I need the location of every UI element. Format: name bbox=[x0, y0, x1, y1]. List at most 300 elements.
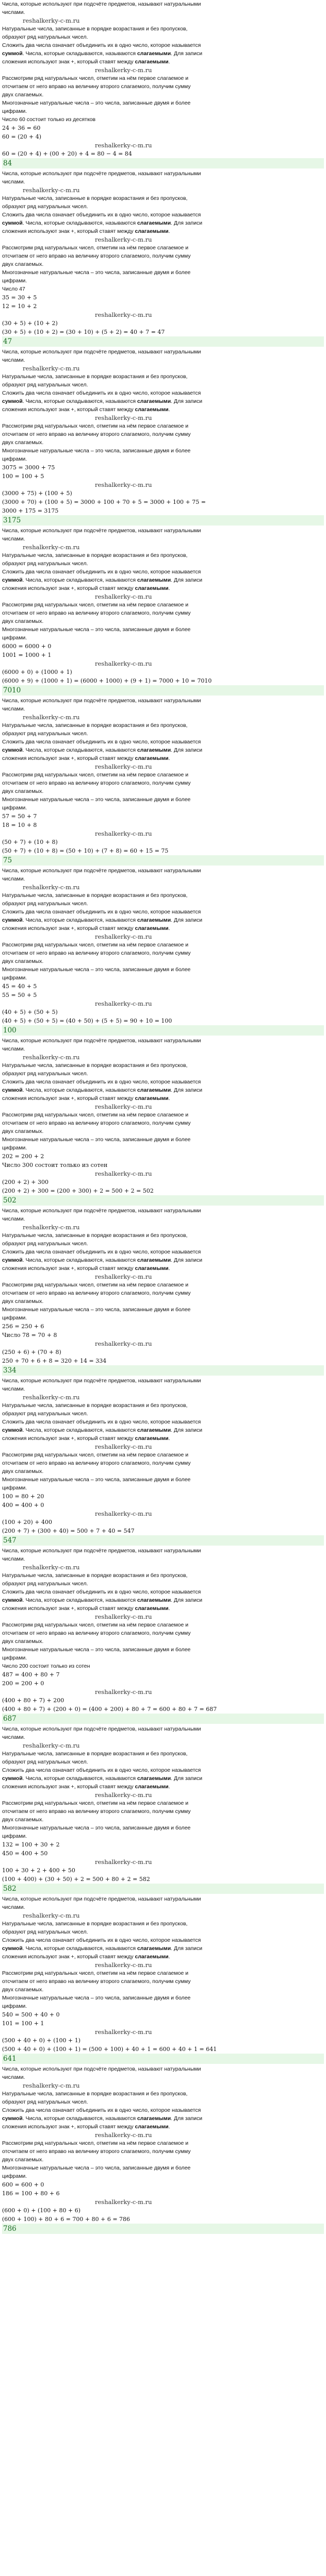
problem-section bbox=[2, 1207, 324, 1376]
problem-intro: Число 60 состоит только из десятков bbox=[2, 116, 96, 123]
rule-text: Числа, которые используют при подсчёте предметов, называют натуральными bbox=[2, 528, 201, 534]
rule-text bbox=[2, 1774, 324, 1783]
watermark: reshalkerky-c-m.ru bbox=[95, 1170, 152, 1177]
problem-section bbox=[2, 867, 324, 1036]
math-step: (200 + 2) + 300 = (200 + 300) + 2 = 500 + 2 = 502 bbox=[2, 1188, 154, 1194]
rule-text: сложения используют знак +, который ставят между слагаемыми. bbox=[2, 406, 170, 413]
rule-text: Числа, которые используют при подсчёте предметов, называют натуральными bbox=[2, 1726, 201, 1732]
rule-text: цифрами. bbox=[2, 1145, 27, 1151]
rule-text: Натуральные числа, записанные в порядке возрастания и без пропусков, bbox=[2, 1921, 188, 1927]
bold-term: слагаемыми bbox=[137, 1775, 171, 1782]
bold-term: слагаемыми bbox=[135, 925, 169, 931]
rule-text: числами. bbox=[2, 876, 25, 882]
rule-fragment: сложения используют знак +, который ставят между bbox=[2, 585, 134, 591]
bold-term: слагаемыми bbox=[137, 1257, 171, 1263]
watermark: reshalkerky-c-m.ru bbox=[95, 593, 152, 600]
rule-text: цифрами. bbox=[2, 1485, 27, 1491]
math-step: 600 = 600 + 0 bbox=[2, 2181, 44, 2188]
bold-term: суммой bbox=[2, 1597, 23, 1603]
rule-text: числами. bbox=[2, 1556, 25, 1562]
math-step: (30 + 5) + (10 + 2) bbox=[2, 320, 58, 327]
math-step: 18 = 10 + 8 bbox=[2, 822, 37, 828]
rule-fragment: . Для записи bbox=[171, 1775, 203, 1782]
rule-text: Натуральные числа, записанные в порядке возрастания и без пропусков, bbox=[2, 2091, 188, 2097]
bold-term: слагаемыми bbox=[135, 59, 169, 65]
bold-term: суммой bbox=[2, 398, 23, 404]
rule-text: Натуральные числа, записанные в порядке возрастания и без пропусков, bbox=[2, 552, 188, 558]
rule-text: отсчитаем от него вправо на величину второго слагаемого, получим сумму bbox=[2, 610, 191, 616]
math-step: (3000 + 75) + (100 + 5) bbox=[2, 490, 72, 497]
rule-fragment: . Для записи bbox=[171, 1087, 203, 1093]
watermark: reshalkerky-c-m.ru bbox=[95, 311, 152, 318]
math-step: (600 + 0) + (100 + 80 + 6) bbox=[2, 2207, 80, 2214]
watermark: reshalkerky-c-m.ru bbox=[95, 1858, 152, 1866]
rule-text: Многозначные натуральные числа – это числа, записанные двумя и более bbox=[2, 1825, 191, 1831]
rule-fragment: . Для записи bbox=[171, 50, 203, 57]
math-step: Число 78 = 70 + 8 bbox=[2, 1332, 57, 1338]
math-step: 186 = 100 + 80 + 6 bbox=[2, 2190, 60, 2197]
watermark: reshalkerky-c-m.ru bbox=[95, 1613, 152, 1620]
watermark: reshalkerky-c-m.ru bbox=[95, 142, 152, 149]
rule-fragment: . Числа, которые складываются, называются bbox=[22, 1257, 136, 1263]
rule-text: Сложить два числа означает объединить их в одно число, которое называется bbox=[2, 2107, 201, 2113]
watermark: reshalkerky-c-m.ru bbox=[95, 1000, 152, 1007]
rule-text: Числа, которые используют при подсчёте предметов, называют натуральными bbox=[2, 1, 201, 7]
math-step: 57 = 50 + 7 bbox=[2, 813, 37, 820]
math-step: (40 + 5) + (50 + 5) = (40 + 50) + (5 + 5) = 90 + 10 = 100 bbox=[2, 1018, 172, 1024]
rule-fragment: . Числа, которые складываются, называются bbox=[22, 577, 136, 583]
rule-text: двух слагаемых. bbox=[2, 958, 44, 964]
rule-text: Рассмотрим ряд натуральных чисел, отметим на нём первое слагаемое и bbox=[2, 1800, 189, 1806]
rule-text: Сложить два числа означает объединить их в одно число, которое называется bbox=[2, 1419, 201, 1425]
watermark: reshalkerky-c-m.ru bbox=[95, 1273, 152, 1280]
rule-fragment: . Для записи bbox=[171, 747, 203, 753]
rule-text: Многозначные натуральные числа – это числа, записанные двумя и более bbox=[2, 2165, 191, 2171]
math-step: 60 = (20 + 4) bbox=[2, 133, 41, 140]
rule-fragment: сложения используют знак +, который ставят между bbox=[2, 1954, 134, 1960]
bold-term: слагаемыми bbox=[135, 585, 169, 591]
rule-text: Сложить два числа означает объединить их в одно число, которое называется bbox=[2, 739, 201, 745]
answer-highlight: 547 bbox=[2, 1535, 324, 1546]
problem-section bbox=[2, 1377, 324, 1546]
rule-text: цифрами. bbox=[2, 278, 27, 284]
rule-text: Сложить два числа означает объединить их в одно число, которое называется bbox=[2, 1249, 201, 1255]
rule-text: образуют ряд натуральных чисел. bbox=[2, 1411, 88, 1417]
math-step: (30 + 5) + (10 + 2) = (30 + 10) + (5 + 2) = 40 + 7 = 47 bbox=[2, 329, 165, 335]
rule-fragment: . Для записи bbox=[171, 917, 203, 923]
watermark: reshalkerky-c-m.ru bbox=[23, 544, 80, 551]
rule-text: образуют ряд натуральных чисел. bbox=[2, 1071, 88, 1077]
bold-term: слагаемыми bbox=[137, 577, 171, 583]
watermark: reshalkerky-c-m.ru bbox=[23, 1912, 80, 1919]
rule-fragment: сложения используют знак +, который ставят между bbox=[2, 925, 134, 931]
rule-text: Числа, которые используют при подсчёте предметов, называют натуральными bbox=[2, 1038, 201, 1044]
rule-text: образуют ряд натуральных чисел. bbox=[2, 382, 88, 388]
problem-section bbox=[2, 1895, 324, 2064]
watermark: reshalkerky-c-m.ru bbox=[95, 1961, 152, 1969]
rule-text: двух слагаемых. bbox=[2, 1987, 44, 1993]
math-step: Число 300 состоит только из сотен bbox=[2, 1162, 108, 1168]
watermark: reshalkerky-c-m.ru bbox=[23, 884, 80, 891]
rule-fragment: сложения используют знак +, который ставят между bbox=[2, 228, 134, 234]
watermark: reshalkerky-c-m.ru bbox=[95, 2198, 152, 2206]
rule-text bbox=[2, 1426, 324, 1434]
rule-text bbox=[2, 219, 324, 227]
bold-term: суммой bbox=[2, 2115, 23, 2122]
bold-term: суммой bbox=[2, 917, 23, 923]
watermark: reshalkerky-c-m.ru bbox=[95, 1688, 152, 1696]
rule-text: отсчитаем от него вправо на величину второго слагаемого, получим сумму bbox=[2, 1290, 191, 1296]
bold-term: слагаемыми bbox=[137, 747, 171, 753]
rule-text: цифрами. bbox=[2, 635, 27, 641]
rule-text: Числа, которые используют при подсчёте предметов, называют натуральными bbox=[2, 1208, 201, 1214]
rule-text: Многозначные натуральные числа – это числа, записанные двумя и более bbox=[2, 1307, 191, 1313]
rule-text: двух слагаемых. bbox=[2, 92, 44, 98]
bold-term: слагаемыми bbox=[137, 1945, 171, 1952]
math-step: 540 = 500 + 40 + 0 bbox=[2, 2011, 60, 2018]
math-step: 132 = 100 + 30 + 2 bbox=[2, 1841, 60, 1848]
math-step: (40 + 5) + (50 + 5) bbox=[2, 1009, 58, 1015]
rule-text: Натуральные числа, записанные в порядке возрастания и без пропусков, bbox=[2, 195, 188, 201]
rule-text: Сложить два числа означает объединить их в одно число, которое называется bbox=[2, 1767, 201, 1773]
rule-text bbox=[2, 397, 324, 405]
rule-text: Рассмотрим ряд натуральных чисел, отметим на нём первое слагаемое и bbox=[2, 1282, 189, 1288]
problem-section bbox=[2, 527, 324, 696]
bold-term: слагаемыми bbox=[137, 220, 171, 226]
rule-text: двух слагаемых. bbox=[2, 618, 44, 624]
math-step: 101 = 100 + 1 bbox=[2, 2020, 44, 2027]
rule-fragment: сложения используют знак +, который ставят между bbox=[2, 1605, 134, 1612]
math-step: (200 + 7) + (300 + 40) = 500 + 7 + 40 = 547 bbox=[2, 1528, 135, 1534]
watermark: reshalkerky-c-m.ru bbox=[23, 365, 80, 372]
rule-text: цифрами. bbox=[2, 1833, 27, 1839]
watermark: reshalkerky-c-m.ru bbox=[95, 2131, 152, 2139]
rule-fragment: сложения используют знак +, который ставят между bbox=[2, 1784, 134, 1790]
math-step: 24 + 36 = 60 bbox=[2, 125, 41, 131]
rule-text: Сложить два числа означает объединить их в одно число, которое называется bbox=[2, 909, 201, 915]
rule-text: Многозначные натуральные числа – это числа, записанные двумя и более bbox=[2, 1647, 191, 1653]
math-step: (500 + 40 + 0) + (100 + 1) bbox=[2, 2037, 80, 2044]
watermark: reshalkerky-c-m.ru bbox=[95, 236, 152, 243]
bold-term: слагаемыми bbox=[135, 1435, 169, 1442]
answer-highlight: 502 bbox=[2, 1195, 324, 1206]
watermark: reshalkerky-c-m.ru bbox=[95, 1791, 152, 1799]
rule-text: образуют ряд натуральных чисел. bbox=[2, 731, 88, 737]
rule-fragment: . Числа, которые складываются, называются bbox=[22, 917, 136, 923]
math-step: 60 = (20 + 4) + (00 + 20) + 4 = 80 − 4 = 84 bbox=[2, 150, 132, 157]
rule-text: Сложить два числа означает объединить их в одно число, которое называется bbox=[2, 1079, 201, 1085]
rule-text bbox=[2, 1596, 324, 1604]
rule-text: числами. bbox=[2, 1046, 25, 1052]
rule-text: цифрами. bbox=[2, 2003, 27, 2009]
rule-text: Натуральные числа, записанные в порядке возрастания и без пропусков, bbox=[2, 374, 188, 380]
bold-term: слагаемыми bbox=[135, 1605, 169, 1612]
bold-term: суммой bbox=[2, 1257, 23, 1263]
watermark: reshalkerky-c-m.ru bbox=[23, 1054, 80, 1061]
bold-term: суммой bbox=[2, 1945, 23, 1952]
problem-intro: Число 200 состоит только из сотен bbox=[2, 1663, 90, 1669]
problem-section bbox=[2, 1725, 324, 1894]
rule-text: Числа, которые используют при подсчёте предметов, называют натуральными bbox=[2, 1378, 201, 1384]
rule-text: сложения используют знак +, который ставят между слагаемыми. bbox=[2, 59, 170, 65]
math-step: 45 = 40 + 5 bbox=[2, 983, 37, 990]
problem-section bbox=[2, 170, 324, 347]
rule-text: числами. bbox=[2, 1216, 25, 1222]
rule-text bbox=[2, 916, 324, 924]
watermark: reshalkerky-c-m.ru bbox=[23, 2082, 80, 2089]
bold-term: слагаемыми bbox=[135, 755, 169, 761]
rule-text: сложения используют знак +, который ставят между слагаемыми. bbox=[2, 1784, 170, 1790]
rule-text: Многозначные натуральные числа – это числа, записанные двумя и более bbox=[2, 100, 191, 106]
rule-text: Числа, которые используют при подсчёте предметов, называют натуральными bbox=[2, 349, 201, 355]
rule-text: Рассмотрим ряд натуральных чисел, отметим на нём первое слагаемое и bbox=[2, 1970, 189, 1976]
rule-text: образуют ряд натуральных чисел. bbox=[2, 34, 88, 40]
rule-text: цифрами. bbox=[2, 975, 27, 981]
rule-fragment: . Числа, которые складываются, называются bbox=[22, 220, 136, 226]
rule-fragment: сложения используют знак +, который ставят между bbox=[2, 2124, 134, 2130]
math-step: 450 = 400 + 50 bbox=[2, 1850, 48, 1857]
answer-highlight: 687 bbox=[2, 1714, 324, 1724]
watermark: reshalkerky-c-m.ru bbox=[23, 714, 80, 721]
rule-text: Многозначные натуральные числа – это числа, записанные двумя и более bbox=[2, 269, 191, 276]
bold-term: слагаемыми bbox=[137, 1427, 171, 1433]
rule-text: числами. bbox=[2, 357, 25, 363]
rule-fragment: . Для записи bbox=[171, 1597, 203, 1603]
rule-fragment: сложения используют знак +, который ставят между bbox=[2, 755, 134, 761]
rule-text: Многозначные натуральные числа – это числа, записанные двумя и более bbox=[2, 626, 191, 633]
rule-text: Сложить два числа означает объединить их в одно число, которое называется bbox=[2, 1589, 201, 1595]
answer-highlight: 100 bbox=[2, 1025, 324, 1036]
math-step: 487 = 400 + 80 + 7 bbox=[2, 1671, 60, 1678]
rule-text: отсчитаем от него вправо на величину второго слагаемого, получим сумму bbox=[2, 780, 191, 786]
rule-text: цифрами. bbox=[2, 1655, 27, 1661]
rule-text: отсчитаем от него вправо на величину второго слагаемого, получим сумму bbox=[2, 1978, 191, 1985]
rule-text: отсчитаем от него вправо на величину второго слагаемого, получим сумму bbox=[2, 1630, 191, 1636]
watermark: reshalkerky-c-m.ru bbox=[95, 481, 152, 488]
rule-text: сложения используют знак +, который ставят между слагаемыми. bbox=[2, 228, 170, 234]
watermark: reshalkerky-c-m.ru bbox=[23, 17, 80, 24]
rule-text: Натуральные числа, записанные в порядке возрастания и без пропусков, bbox=[2, 1572, 188, 1579]
math-step: (6000 + 0) + (1000 + 1) bbox=[2, 669, 72, 675]
rule-fragment: . Числа, которые складываются, называются bbox=[22, 2115, 136, 2122]
rule-text bbox=[2, 1086, 324, 1094]
rule-text: образуют ряд натуральных чисел. bbox=[2, 901, 88, 907]
rule-text bbox=[2, 746, 324, 754]
math-step: 256 = 250 + 6 bbox=[2, 1323, 44, 1330]
rule-text: Рассмотрим ряд натуральных чисел, отметим на нём первое слагаемое и bbox=[2, 602, 189, 608]
bold-term: суммой bbox=[2, 577, 23, 583]
rule-text: Рассмотрим ряд натуральных чисел, отметим на нём первое слагаемое и bbox=[2, 75, 189, 81]
rule-text: образуют ряд натуральных чисел. bbox=[2, 204, 88, 210]
rule-text: отсчитаем от него вправо на величину второго слагаемого, получим сумму bbox=[2, 253, 191, 259]
math-step: 1001 = 1000 + 1 bbox=[2, 652, 52, 658]
answer-highlight: 84 bbox=[2, 158, 324, 168]
rule-fragment: сложения используют знак +, который ставят между bbox=[2, 1265, 134, 1272]
rule-text: отсчитаем от него вправо на величину второго слагаемого, получим сумму bbox=[2, 950, 191, 956]
rule-text: сложения используют знак +, который ставят между слагаемыми. bbox=[2, 2124, 170, 2130]
rule-text: Рассмотрим ряд натуральных чисел, отметим на нём первое слагаемое и bbox=[2, 1112, 189, 1118]
math-step: (6000 + 9) + (1000 + 1) = (6000 + 1000) + (9 + 1) = 7000 + 10 = 7010 bbox=[2, 677, 212, 684]
rule-text bbox=[2, 1256, 324, 1264]
answer-highlight: 334 bbox=[2, 1365, 324, 1376]
math-step: 12 = 10 + 2 bbox=[2, 303, 37, 310]
answer-highlight: 582 bbox=[2, 1884, 324, 1894]
bold-term: слагаемыми bbox=[135, 228, 169, 234]
math-step: 3000 + 175 = 3175 bbox=[2, 507, 59, 514]
rule-text: Сложить два числа означает объединить их в одно число, которое называется bbox=[2, 42, 201, 48]
bold-term: слагаемыми bbox=[137, 1597, 171, 1603]
rule-text: Числа, которые используют при подсчёте предметов, называют натуральными bbox=[2, 1896, 201, 1902]
rule-text: Многозначные натуральные числа – это числа, записанные двумя и более bbox=[2, 967, 191, 973]
rule-text: Сложить два числа означает объединить их в одно число, которое называется bbox=[2, 212, 201, 218]
rule-text: Рассмотрим ряд натуральных чисел, отметим на нём первое слагаемое и bbox=[2, 942, 189, 948]
rule-text bbox=[2, 2114, 324, 2123]
bold-term: слагаемыми bbox=[137, 398, 171, 404]
watermark: reshalkerky-c-m.ru bbox=[95, 66, 152, 74]
rule-text: образуют ряд натуральных чисел. bbox=[2, 1759, 88, 1765]
math-step: (100 + 400) + (30 + 50) + 2 = 500 + 80 + 2 = 582 bbox=[2, 1876, 150, 1883]
watermark: reshalkerky-c-m.ru bbox=[95, 763, 152, 770]
rule-text: образуют ряд натуральных чисел. bbox=[2, 1241, 88, 1247]
rule-text: Рассмотрим ряд натуральных чисел, отметим на нём первое слагаемое и bbox=[2, 245, 189, 251]
watermark: reshalkerky-c-m.ru bbox=[95, 660, 152, 667]
rule-text: образуют ряд натуральных чисел. bbox=[2, 2099, 88, 2105]
rule-text: сложения используют знак +, который ставят между слагаемыми. bbox=[2, 925, 170, 931]
rule-text: Натуральные числа, записанные в порядке возрастания и без пропусков, bbox=[2, 722, 188, 728]
math-step: 100 = 80 + 20 bbox=[2, 1493, 44, 1500]
rule-fragment: . Для записи bbox=[171, 2115, 203, 2122]
rule-text: числами. bbox=[2, 179, 25, 185]
rule-text: Рассмотрим ряд натуральных чисел, отметим на нём первое слагаемое и bbox=[2, 1622, 189, 1628]
rule-text: двух слагаемых. bbox=[2, 2157, 44, 2163]
answer-highlight: 3175 bbox=[2, 515, 324, 526]
rule-text: образуют ряд натуральных чисел. bbox=[2, 561, 88, 567]
rule-text: Натуральные числа, записанные в порядке возрастания и без пропусков, bbox=[2, 892, 188, 899]
rule-text bbox=[2, 1944, 324, 1953]
rule-text: Натуральные числа, записанные в порядке возрастания и без пропусков, bbox=[2, 1751, 188, 1757]
watermark: reshalkerky-c-m.ru bbox=[95, 1443, 152, 1450]
rule-text: числами. bbox=[2, 536, 25, 542]
watermark: reshalkerky-c-m.ru bbox=[95, 2028, 152, 2036]
rule-text: Сложить два числа означает объединить их в одно число, которое называется bbox=[2, 390, 201, 396]
math-step: (250 + 6) + (70 + 8) bbox=[2, 1349, 61, 1355]
rule-text: двух слагаемых. bbox=[2, 1817, 44, 1823]
rule-text: Числа, которые используют при подсчёте предметов, называют натуральными bbox=[2, 2066, 201, 2072]
rule-fragment: . Числа, которые складываются, называются bbox=[22, 1087, 136, 1093]
answer-highlight: 641 bbox=[2, 2054, 324, 2064]
rule-text: отсчитаем от него вправо на величину второго слагаемого, получим сумму bbox=[2, 431, 191, 437]
rule-text: Многозначные натуральные числа – это числа, записанные двумя и более bbox=[2, 1137, 191, 1143]
rule-text: Многозначные натуральные числа – это числа, записанные двумя и более bbox=[2, 1995, 191, 2001]
problem-intro: Число 47 bbox=[2, 286, 25, 292]
math-step: 3075 = 3000 + 75 bbox=[2, 464, 55, 471]
rule-text: сложения используют знак +, который ставят между слагаемыми. bbox=[2, 1954, 170, 1960]
rule-text: Сложить два числа означает объединить их в одно число, которое называется bbox=[2, 569, 201, 575]
rule-text: двух слагаемых. bbox=[2, 439, 44, 446]
rule-fragment: сложения используют знак +, который ставят между bbox=[2, 406, 134, 413]
rule-text: числами. bbox=[2, 9, 25, 15]
bold-term: суммой bbox=[2, 220, 23, 226]
rule-fragment: . Числа, которые складываются, называются bbox=[22, 398, 136, 404]
rule-fragment: . Числа, которые складываются, называются bbox=[22, 1427, 136, 1433]
bold-term: слагаемыми bbox=[135, 1095, 169, 1101]
rule-text: цифрами. bbox=[2, 456, 27, 462]
math-step: 100 + 30 + 2 + 400 + 50 bbox=[2, 1867, 75, 1874]
watermark: reshalkerky-c-m.ru bbox=[23, 1742, 80, 1749]
rule-text: цифрами. bbox=[2, 805, 27, 811]
rule-fragment: . Для записи bbox=[171, 1945, 203, 1952]
bold-term: слагаемыми bbox=[137, 2115, 171, 2122]
rule-fragment: . Числа, которые складываются, называются bbox=[22, 50, 136, 57]
watermark: reshalkerky-c-m.ru bbox=[23, 1224, 80, 1231]
rule-text: сложения используют знак +, который ставят между слагаемыми. bbox=[2, 755, 170, 761]
rule-text: сложения используют знак +, который ставят между слагаемыми. bbox=[2, 1605, 170, 1612]
rule-text: двух слагаемых. bbox=[2, 788, 44, 794]
rule-text: отсчитаем от него вправо на величину второго слагаемого, получим сумму bbox=[2, 1120, 191, 1126]
rule-text: Рассмотрим ряд натуральных чисел, отметим на нём первое слагаемое и bbox=[2, 772, 189, 778]
problem-section bbox=[2, 1037, 324, 1206]
rule-text: Многозначные натуральные числа – это числа, записанные двумя и более bbox=[2, 796, 191, 803]
rule-text: двух слагаемых. bbox=[2, 1128, 44, 1134]
answer-highlight: 786 bbox=[2, 2224, 324, 2234]
watermark: reshalkerky-c-m.ru bbox=[23, 187, 80, 194]
bold-term: слагаемыми bbox=[135, 1265, 169, 1272]
math-step: 400 = 400 + 0 bbox=[2, 1502, 44, 1509]
rule-text bbox=[2, 576, 324, 584]
rule-text: отсчитаем от него вправо на величину второго слагаемого, получим сумму bbox=[2, 2148, 191, 2155]
bold-term: слагаемыми bbox=[135, 1784, 169, 1790]
math-step: 100 = 100 + 5 bbox=[2, 473, 44, 480]
rule-text: Натуральные числа, записанные в порядке возрастания и без пропусков, bbox=[2, 1232, 188, 1239]
math-step: 6000 = 6000 + 0 bbox=[2, 643, 52, 650]
watermark: reshalkerky-c-m.ru bbox=[95, 933, 152, 940]
rule-fragment: . Для записи bbox=[171, 1257, 203, 1263]
rule-fragment: сложения используют знак +, который ставят между bbox=[2, 59, 134, 65]
rule-text: Натуральные числа, записанные в порядке возрастания и без пропусков, bbox=[2, 1402, 188, 1409]
rule-fragment: . Числа, которые складываются, называются bbox=[22, 1597, 136, 1603]
rule-text: сложения используют знак +, который ставят между слагаемыми. bbox=[2, 1435, 170, 1442]
problem-section bbox=[2, 2065, 324, 2234]
rule-text: Натуральные числа, записанные в порядке возрастания и без пропусков, bbox=[2, 26, 188, 32]
rule-text: образуют ряд натуральных чисел. bbox=[2, 1581, 88, 1587]
watermark: reshalkerky-c-m.ru bbox=[95, 1103, 152, 1110]
bold-term: суммой bbox=[2, 747, 23, 753]
rule-text: Рассмотрим ряд натуральных чисел, отметим на нём первое слагаемое и bbox=[2, 2140, 189, 2146]
rule-text: числами. bbox=[2, 1904, 25, 1910]
rule-text: Числа, которые используют при подсчёте предметов, называют натуральными bbox=[2, 698, 201, 704]
rule-text: двух слагаемых. bbox=[2, 261, 44, 267]
bold-term: суммой bbox=[2, 1427, 23, 1433]
rule-fragment: . Числа, которые складываются, называются bbox=[22, 747, 136, 753]
rule-text: Рассмотрим ряд натуральных чисел, отметим на нём первое слагаемое и bbox=[2, 1452, 189, 1458]
rule-text: числами. bbox=[2, 1734, 25, 1740]
watermark: reshalkerky-c-m.ru bbox=[23, 1394, 80, 1401]
math-step: (400 + 80 + 7) + (200 + 0) = (400 + 200) + 80 + 7 = 600 + 80 + 7 = 687 bbox=[2, 1706, 217, 1713]
rule-fragment: . Для записи bbox=[171, 1427, 203, 1433]
math-step: (50 + 7) + (10 + 8) bbox=[2, 839, 58, 845]
bold-term: суммой bbox=[2, 1775, 23, 1782]
math-step: 250 + 70 + 6 + 8 = 320 + 14 = 334 bbox=[2, 1358, 107, 1364]
rule-text: сложения используют знак +, который ставят между слагаемыми. bbox=[2, 585, 170, 591]
rule-text: числами. bbox=[2, 1386, 25, 1392]
rule-fragment: . Для записи bbox=[171, 398, 203, 404]
rule-text: двух слагаемых. bbox=[2, 1468, 44, 1475]
bold-term: суммой bbox=[2, 50, 23, 57]
bold-term: слагаемыми bbox=[137, 917, 171, 923]
rule-text: Многозначные натуральные числа – это числа, записанные двумя и более bbox=[2, 1477, 191, 1483]
rule-fragment: . Числа, которые складываются, называются bbox=[22, 1775, 136, 1782]
rule-fragment: сложения используют знак +, который ставят между bbox=[2, 1435, 134, 1442]
